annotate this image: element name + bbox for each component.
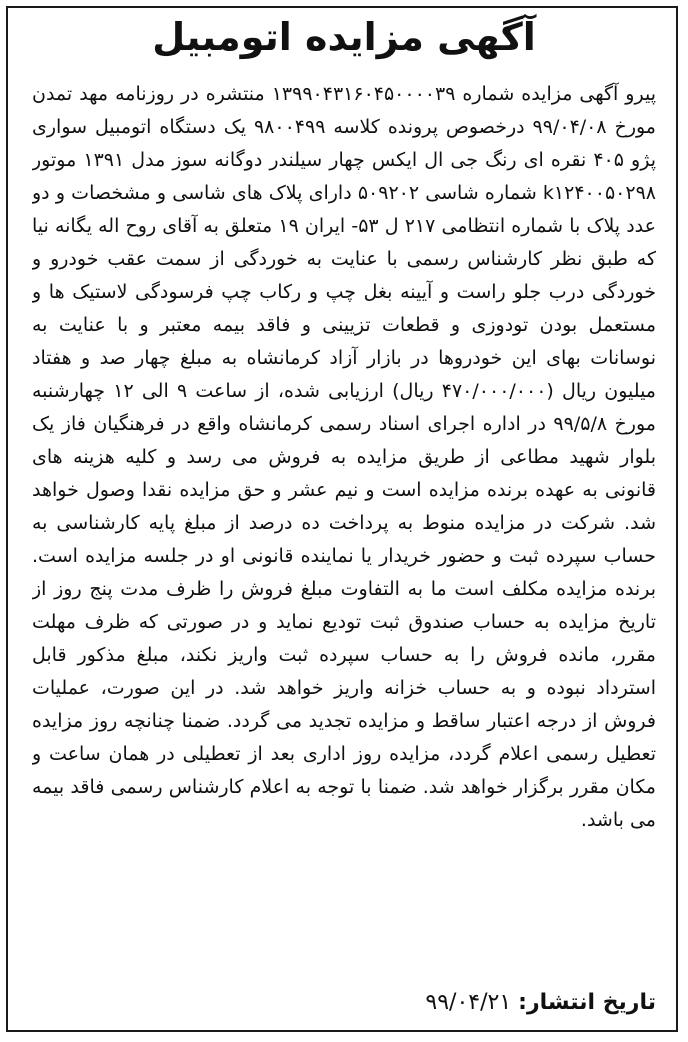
publish-date-label: تاریخ انتشار: (518, 990, 656, 1015)
publish-date-line (32, 986, 656, 1020)
notice-body: پیرو آگهی مزایده شماره ۱۳۹۹۰۴۳۱۶۰۴۵۰۰۰۰۳۹ منتشره در روزنامه مهد تمدن مورخ ۹۹/۰۴/۰۸ درخصوص پرونده کلاسه ۹۸۰۰۴۹۹ یک دستگاه اتومبیل سواری پژو ۴۰۵ نقره ای رنگ جی ال ایکس چهار سیلندر دوگانه سوز مدل ۱۳۹۱ موتور k۱۲۴۰۰۵۰۲۹۸ شماره شاسی ۵۰۹۲۰۲ دارای پلاک های شاسی و مشخصات و دو عدد پلاک با شماره انتظامی ۲۱۷ ل ۵۳- ایران ۱۹ متعلق به آقای روح اله یگانه نیا که طبق نظر کارشناس رسمی با عنایت به خوردگی از سمت عقب خودرو و خوردگی درب جلو راست و آیینه بغل چپ و رکاب چپ فرسودگی لاستیک ها و مستعمل بودن تودوزی و قطعات تزیینی و فاقد بیمه معتبر و با عنایت به نوسانات بهای این خودروها در بازار آزاد کرمانشاه به مبلغ چهار صد و هفتاد میلیون ریال (۴۷۰/۰۰۰/۰۰۰ ریال) ارزیابی شده، از ساعت ۹ الی ۱۲ چهارشنبه مورخ ۹۹/۵/۸ در اداره اجرای اسناد رسمی کرمانشاه واقع در فرهنگیان فاز یک بلوار شهید مطاعی از طریق مزایده به فروش می رسد و کلیه هزینه های قانونی به عهده برنده مزایده است و نیم عشر و حق مزایده نقدا وصول خواهد شد. شرکت در مزایده منوط به پرداخت ده درصد از مبلغ پایه کارشناسی به حساب سپرده ثبت و حضور خریدار یا نماینده قانونی او در جلسه مزایده است. برنده مزایده مکلف است ما به التفاوت مبلغ فروش را ظرف مدت پنج روز از تاریخ مزایده به حساب صندوق ثبت تودیع نماید و در صورتی که ظرف مهلت مقرر، مانده فروش را به حساب سپرده ثبت واریز نکند، مبلغ مذکور قابل استرداد نبوده و به حساب خزانه واریز خواهد شد. در این صورت، عملیات فروش از درجه اعتبار ساقط و مزایده تجدید می گردد. ضمنا چنانچه روز مزایده تعطیل رسمی اعلام گردد، مزایده روز اداری بعد از تعطیلی در همان ساعت و مکان مقرر برگزار خواهد شد. ضمنا با توجه به اعلام کارشناس رسمی فاقد بیمه می باشد. (32, 83, 656, 831)
notice-title: آگهی مزایده اتومبیل (152, 15, 536, 59)
publish-date-value: ۹۹/۰۴/۲۱ (425, 990, 512, 1015)
